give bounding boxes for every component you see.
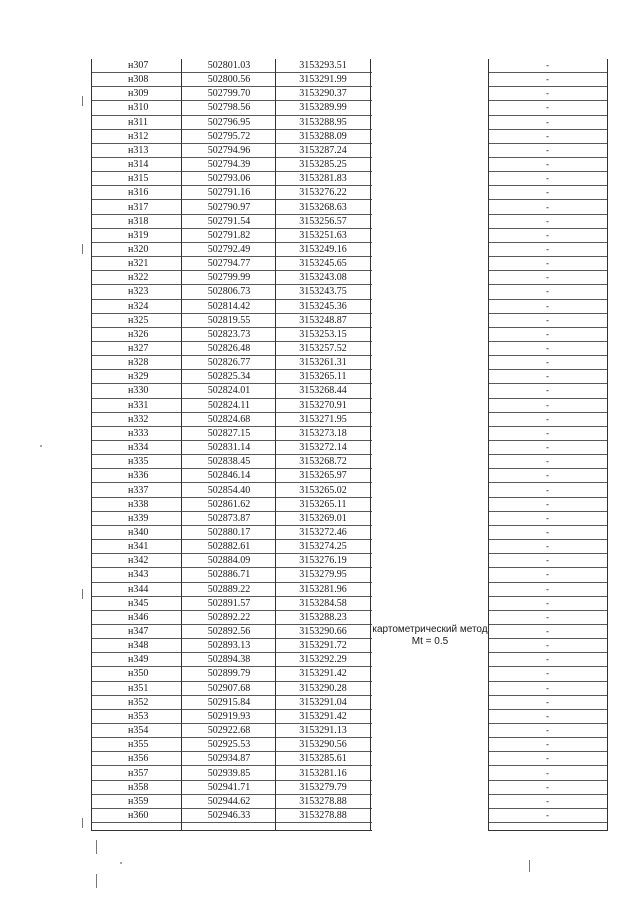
column-divider	[370, 59, 371, 831]
dash-cell: -	[546, 626, 549, 636]
coord-x: 502826.77	[207, 357, 251, 369]
point-name: н325	[128, 314, 149, 326]
table-row	[92, 554, 607, 568]
coord-y: 3153270.91	[299, 399, 347, 411]
dash-cell: -	[546, 159, 549, 170]
point-name: н322	[128, 272, 149, 284]
table-row	[92, 484, 607, 498]
table-row	[92, 653, 607, 667]
point-name: н315	[128, 173, 149, 185]
dash-cell: -	[546, 187, 549, 198]
table-row	[92, 229, 607, 243]
table-row	[92, 795, 607, 809]
dash-cell: -	[546, 498, 549, 509]
table-row	[92, 215, 607, 229]
margin-mark	[82, 244, 83, 254]
coord-y: 3153290.56	[299, 739, 347, 751]
coord-y: 3153281.96	[299, 583, 347, 595]
dash-cell: -	[546, 243, 549, 254]
coord-x: 502825.34	[207, 371, 251, 383]
coord-x: 502884.09	[207, 555, 251, 567]
coord-x: 502824.68	[207, 413, 251, 425]
coord-x: 502889.22	[207, 583, 251, 595]
coord-x: 502922.68	[207, 725, 251, 737]
coord-y: 3153276.22	[299, 187, 347, 199]
table-row	[92, 300, 607, 314]
table-row	[92, 101, 607, 115]
table-row	[92, 441, 607, 455]
dash-cell: -	[546, 413, 549, 424]
point-name: н318	[128, 215, 149, 227]
dash-cell: -	[546, 286, 549, 297]
coord-y: 3153285.25	[299, 159, 347, 171]
point-name: н351	[128, 682, 149, 694]
table-row	[92, 752, 607, 766]
dash-cell: -	[546, 314, 549, 325]
coord-y: 3153285.61	[299, 753, 347, 765]
column-divider	[488, 59, 489, 831]
dash-cell: -	[546, 640, 549, 651]
dash-cell: -	[546, 654, 549, 665]
dash-cell: -	[546, 357, 549, 368]
margin-mark	[529, 860, 530, 872]
dash-cell: -	[546, 173, 549, 184]
coord-x: 502907.68	[207, 682, 251, 694]
coord-y: 3153261.31	[299, 357, 347, 369]
table-row	[92, 87, 607, 101]
coord-x: 502915.84	[207, 696, 251, 708]
table-row	[92, 328, 607, 342]
dash-cell: -	[546, 484, 549, 495]
dash-cell: -	[546, 130, 549, 141]
coord-y: 3153265.97	[299, 470, 347, 482]
point-name: н337	[128, 484, 149, 496]
coord-x: 502827.15	[207, 427, 251, 439]
dash-cell: -	[546, 88, 549, 99]
coord-x: 502925.53	[207, 739, 251, 751]
dash-cell: -	[546, 555, 549, 566]
coord-y: 3153287.24	[299, 144, 347, 156]
coord-x: 502790.97	[207, 201, 251, 213]
table-row	[92, 781, 607, 795]
coord-y: 3153248.87	[299, 314, 347, 326]
point-name: н356	[128, 753, 149, 765]
dash-cell: -	[546, 229, 549, 240]
table-row	[92, 809, 607, 823]
point-name: н360	[128, 809, 149, 821]
dash-cell: -	[546, 767, 549, 778]
dash-cell: -	[546, 201, 549, 212]
dash-cell: -	[546, 300, 549, 311]
point-name: н341	[128, 541, 149, 553]
dash-cell: -	[546, 809, 549, 820]
coord-x: 502793.06	[207, 173, 251, 185]
table-row	[92, 243, 607, 257]
coord-x: 502794.77	[207, 258, 251, 270]
coord-x: 502799.99	[207, 272, 251, 284]
point-name: н354	[128, 725, 149, 737]
coord-y: 3153290.28	[299, 682, 347, 694]
table-row	[92, 399, 607, 413]
table-row	[92, 144, 607, 158]
table-row	[92, 767, 607, 781]
coord-x: 502791.16	[207, 187, 251, 199]
table-row	[92, 356, 607, 370]
coord-x: 502824.11	[207, 399, 251, 411]
point-name: н339	[128, 512, 149, 524]
point-name: н319	[128, 229, 149, 241]
dash-cell: -	[546, 427, 549, 438]
coord-y: 3153279.95	[299, 569, 347, 581]
coord-x: 502814.42	[207, 300, 251, 312]
dash-cell: -	[546, 343, 549, 353]
margin-mark	[82, 96, 83, 106]
coord-y: 3153256.57	[299, 215, 347, 227]
table-row	[92, 314, 607, 328]
coord-y: 3153290.37	[299, 88, 347, 100]
coord-y: 3153268.44	[299, 385, 347, 397]
dash-cell: -	[546, 725, 549, 736]
coord-x: 502846.14	[207, 470, 251, 482]
point-name: н323	[128, 286, 149, 298]
dash-cell: -	[546, 470, 549, 481]
dash-cell: -	[546, 116, 549, 127]
coord-y: 3153249.16	[299, 243, 347, 255]
table-row	[92, 540, 607, 554]
dash-cell: -	[546, 781, 549, 792]
table-row	[92, 611, 607, 625]
coord-y: 3153274.25	[299, 541, 347, 553]
dash-cell: -	[546, 60, 549, 70]
dash-cell: -	[546, 74, 549, 85]
point-name: н342	[128, 555, 149, 567]
coord-y: 3153291.72	[299, 640, 347, 652]
table-row	[92, 172, 607, 186]
point-name: н313	[128, 144, 149, 156]
point-name: н350	[128, 668, 149, 680]
coord-x: 502891.57	[207, 597, 251, 609]
table-row	[92, 413, 607, 427]
table-row	[92, 512, 607, 526]
dash-cell: -	[546, 583, 549, 594]
point-name: н327	[128, 343, 149, 354]
point-name: н311	[128, 116, 148, 128]
coord-x: 502831.14	[207, 442, 251, 454]
table-row	[92, 738, 607, 752]
coord-x: 502894.38	[207, 654, 251, 666]
coord-y: 3153291.13	[299, 725, 347, 737]
table-row	[92, 116, 607, 130]
dash-cell: -	[546, 795, 549, 806]
method-cell	[372, 59, 488, 831]
coord-x: 502794.96	[207, 144, 251, 156]
point-name: н312	[128, 130, 149, 142]
table-row	[92, 59, 607, 73]
coord-y: 3153288.09	[299, 130, 347, 142]
coord-y: 3153257.52	[299, 343, 347, 354]
dash-cell: -	[546, 682, 549, 693]
dash-cell: -	[546, 597, 549, 608]
dash-cell: -	[546, 144, 549, 155]
coord-y: 3153279.79	[299, 781, 347, 793]
coord-y: 3153265.11	[299, 498, 347, 510]
dash-cell: -	[546, 102, 549, 113]
column-divider	[181, 59, 182, 831]
table-row	[92, 682, 607, 696]
table-row	[92, 186, 607, 200]
coord-x: 502854.40	[207, 484, 251, 496]
table-row	[92, 597, 607, 611]
point-name: н357	[128, 767, 149, 779]
table-row	[92, 696, 607, 710]
coord-y: 3153278.88	[299, 809, 347, 821]
coord-x: 502941.71	[207, 781, 251, 793]
coord-x: 502800.56	[207, 74, 251, 86]
dash-cell: -	[546, 569, 549, 580]
margin-mark	[82, 818, 83, 828]
coord-y: 3153288.23	[299, 611, 347, 623]
coord-x: 502791.82	[207, 229, 251, 241]
table-row	[92, 455, 607, 469]
coord-y: 3153272.46	[299, 526, 347, 538]
table-row	[92, 469, 607, 483]
coord-x: 502826.48	[207, 343, 251, 354]
dash-cell: -	[546, 258, 549, 269]
coord-x: 502886.71	[207, 569, 251, 581]
coord-y: 3153273.18	[299, 427, 347, 439]
coord-y: 3153265.11	[299, 371, 347, 383]
point-name: н338	[128, 498, 149, 510]
coord-y: 3153278.88	[299, 795, 347, 807]
coord-x: 502819.55	[207, 314, 251, 326]
coord-y: 3153243.08	[299, 272, 347, 284]
point-name: н324	[128, 300, 149, 312]
table-row	[92, 201, 607, 215]
dash-cell: -	[546, 512, 549, 523]
table-row	[92, 568, 607, 582]
margin-mark	[96, 874, 97, 888]
dash-cell: -	[546, 696, 549, 707]
coord-y: 3153288.95	[299, 116, 347, 128]
point-name: н308	[128, 74, 149, 86]
coord-x: 502892.22	[207, 611, 251, 623]
coord-x: 502823.73	[207, 328, 251, 340]
point-name: н307	[128, 60, 149, 71]
dash-cell: -	[546, 442, 549, 453]
table-row	[92, 271, 607, 285]
coord-x: 502899.79	[207, 668, 251, 680]
table-row	[92, 384, 607, 398]
point-name: н355	[128, 739, 149, 751]
dash-cell: -	[546, 739, 549, 750]
point-name: н336	[128, 470, 149, 482]
point-name: н329	[128, 371, 149, 383]
point-name: н316	[128, 187, 149, 199]
dash-cell: -	[546, 526, 549, 537]
coord-x: 502892.56	[207, 626, 251, 637]
margin-mark	[82, 589, 83, 599]
point-name: н353	[128, 710, 149, 722]
table-row	[92, 73, 607, 87]
point-name: н352	[128, 696, 149, 708]
coord-y: 3153291.99	[299, 74, 347, 86]
dash-cell: -	[546, 215, 549, 226]
point-name: н344	[128, 583, 149, 595]
coord-x: 502861.62	[207, 498, 251, 510]
point-name: н332	[128, 413, 149, 425]
table-row	[92, 158, 607, 172]
point-name: н358	[128, 781, 149, 793]
table-row	[92, 583, 607, 597]
table-row	[92, 667, 607, 681]
point-name: н331	[128, 399, 149, 411]
coord-y: 3153265.02	[299, 484, 347, 496]
coord-y: 3153281.16	[299, 767, 347, 779]
point-name: н334	[128, 442, 149, 454]
table-row	[92, 526, 607, 540]
table-row	[92, 130, 607, 144]
coord-x: 502799.70	[207, 88, 251, 100]
method-label: картометрический метод Mt = 0.5	[372, 624, 488, 647]
table-row	[92, 625, 607, 639]
point-name: н330	[128, 385, 149, 397]
coord-y: 3153272.14	[299, 442, 347, 454]
coordinates-table	[91, 59, 608, 831]
coord-y: 3153268.72	[299, 456, 347, 468]
coord-y: 3153276.19	[299, 555, 347, 567]
scan-speck	[120, 862, 122, 864]
point-name: н345	[128, 597, 149, 609]
coord-y: 3153245.65	[299, 258, 347, 270]
table-row	[92, 710, 607, 724]
dash-cell: -	[546, 668, 549, 679]
coord-x: 502944.62	[207, 795, 251, 807]
point-name: н309	[128, 88, 149, 100]
coord-y: 3153245.36	[299, 300, 347, 312]
point-name: н346	[128, 611, 149, 623]
point-name: н333	[128, 427, 149, 439]
point-name: н314	[128, 159, 149, 171]
dash-cell: -	[546, 611, 549, 622]
dash-cell: -	[546, 456, 549, 467]
coord-x: 502798.56	[207, 102, 251, 114]
coord-y: 3153291.42	[299, 710, 347, 722]
coord-x: 502794.39	[207, 159, 251, 171]
point-name: н317	[128, 201, 149, 213]
dash-cell: -	[546, 385, 549, 396]
point-name: н359	[128, 795, 149, 807]
dash-cell: -	[546, 710, 549, 721]
coord-y: 3153271.95	[299, 413, 347, 425]
coord-x: 502801.03	[207, 60, 251, 71]
coord-x: 502838.45	[207, 456, 251, 468]
dash-cell: -	[546, 328, 549, 339]
coord-x: 502946.33	[207, 809, 251, 821]
coord-x: 502873.87	[207, 512, 251, 524]
column-divider	[275, 59, 276, 831]
coord-x: 502795.72	[207, 130, 251, 142]
coord-y: 3153281.83	[299, 173, 347, 185]
point-name: н328	[128, 357, 149, 369]
coord-x: 502792.49	[207, 243, 251, 255]
coord-x: 502880.17	[207, 526, 251, 538]
coord-x: 502791.54	[207, 215, 251, 227]
table-row	[92, 498, 607, 512]
point-name: н320	[128, 243, 149, 255]
coord-y: 3153291.42	[299, 668, 347, 680]
table-row	[92, 724, 607, 738]
coord-x: 502893.13	[207, 640, 251, 652]
coord-y: 3153268.63	[299, 201, 347, 213]
table-row	[92, 342, 607, 356]
point-name: н321	[128, 258, 149, 270]
coord-x: 502824.01	[207, 385, 251, 397]
dash-cell: -	[546, 371, 549, 382]
coord-y: 3153293.51	[299, 60, 347, 71]
point-name: н348	[128, 640, 149, 652]
point-name: н335	[128, 456, 149, 468]
table-row	[92, 639, 607, 653]
coord-y: 3153291.04	[299, 696, 347, 708]
coord-x: 502796.95	[207, 116, 251, 128]
table-row	[92, 285, 607, 299]
margin-mark	[96, 840, 97, 854]
point-name: н347	[128, 626, 149, 637]
coord-y: 3153290.66	[299, 626, 347, 637]
dash-cell: -	[546, 272, 549, 283]
coord-y: 3153289.99	[299, 102, 347, 114]
table-row	[92, 257, 607, 271]
coord-y: 3153253.15	[299, 328, 347, 340]
coord-x: 502806.73	[207, 286, 251, 298]
table-row	[92, 427, 607, 441]
coord-x: 502882.61	[207, 541, 251, 553]
point-name: н326	[128, 328, 149, 340]
scan-speck	[40, 445, 42, 447]
coord-y: 3153243.75	[299, 286, 347, 298]
coord-x: 502934.87	[207, 753, 251, 765]
coord-y: 3153269.01	[299, 512, 347, 524]
coord-x: 502919.93	[207, 710, 251, 722]
coord-y: 3153292.29	[299, 654, 347, 666]
table-row	[92, 370, 607, 384]
coord-y: 3153251.63	[299, 229, 347, 241]
dash-cell: -	[546, 399, 549, 410]
point-name: н340	[128, 526, 149, 538]
coord-y: 3153284.58	[299, 597, 347, 609]
point-name: н349	[128, 654, 149, 666]
dash-cell: -	[546, 541, 549, 552]
point-name: н310	[128, 102, 149, 114]
point-name: н343	[128, 569, 149, 581]
coord-x: 502939.85	[207, 767, 251, 779]
dash-cell: -	[546, 753, 549, 764]
